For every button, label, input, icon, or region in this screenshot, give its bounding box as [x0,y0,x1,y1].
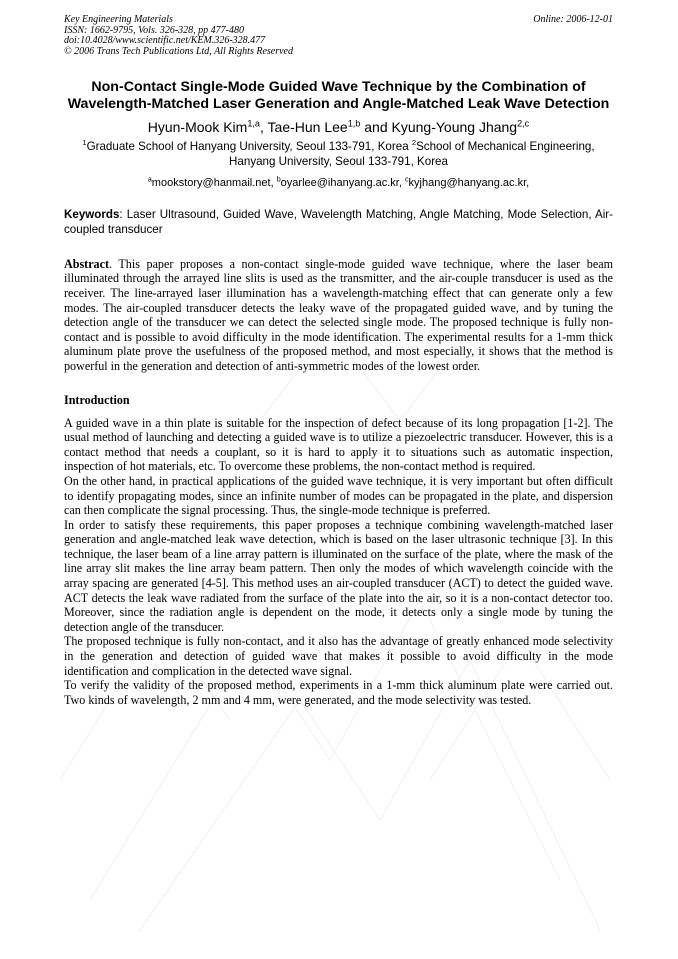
keywords-section [64,207,613,237]
email-address[interactable]: kyjhang@hanyang.ac.kr, [408,176,530,189]
issn-line: ISSN: 1662-9795, Vols. 326-328, pp 477-480 [64,24,244,36]
email-list [64,176,613,190]
section-heading-introduction: Introduction [64,392,130,407]
journal-header [64,15,613,57]
copyright-line: © 2006 Trans Tech Publications Ltd, All Rights Reserved [64,45,293,57]
author-name: Tae-Hun Lee [267,118,348,135]
abstract-text: . This paper proposes a non-contact single-mode guided wave technique, where the laser beam illuminated through the arrayed line slits is used as the transmitter, and the air-couple transducer is used as the receiver. The line-arrayed laser illumination has a wavelength-matching effect that can generate only a few modes. The air-coupled transducer detects the leaky wave of the propagated guided wave, and by tuning the detection angle of the transducer we can detect the selected single mode. The proposed technique is fully non-contact and is possible to avoid difficulty in the mode identification. The experimental results for a 1-mm thick aluminum plate prove the usefulness of the proposed method, and most especially, it shows that the method is powerful in the generation and detection of anti-symmetric modes of the lowest order. [64,256,613,373]
body-paragraph: The proposed technique is fully non-contact, and it also has the advantage of greatly enhanced mode selectivity in the generation and detection of guided wave that makes it possible to avoid difficulty in the mode identification and complication in the detected wave signal. [64,634,613,678]
affil-marker: 1 [82,137,87,147]
author-affil-marker: 2,c [517,118,530,129]
author-affil-marker: 1,a [247,118,260,129]
affiliation-2: School of Mechanical Engineering, Hanyang University, Seoul 133-791, Korea [229,139,595,169]
author-affil-marker: 1,b [347,118,361,129]
author-separator: , [260,118,268,135]
abstract-label: Abstract [64,256,110,271]
body-paragraph: On the other hand, in practical applications of the guided wave technique, it is very important but often difficult to identify propagating modes, since an infinite number of modes can be propagated in the plate, and dispersion can then complicate the signal processing. Thus, the single-mode technique is preferred. [64,473,613,518]
online-date: Online: 2006-12-01 [533,14,613,25]
author-list [64,118,613,136]
keywords-text: : Laser Ultrasound, Guided Wave, Wavelength Matching, Angle Matching, Mode Selection, Air-coupled transducer [64,207,613,236]
affiliation-1: Graduate School of Hanyang University, Seoul 133-791, Korea [86,139,412,153]
author-separator: and [360,118,392,135]
affiliations [64,139,613,170]
email-marker: b [276,175,281,184]
email-address[interactable]: oyarlee@ihanyang.ac.kr, [280,176,405,189]
email-marker: c [404,175,409,184]
body-paragraph: In order to satisfy these requirements, this paper proposes a technique combining wavelength-matched laser generation and angle-matched leak wave detection, which is based on the laser ultrasonic technique [3]. In this technique, the laser beam of a line array pattern is illuminated on the surface of the plate, where the mask of the line array slit makes the line array beam pattern. Then only the modes of which wavelength coincide with the array spacing are generated [4-5]. This method uses an air-coupled transducer (ACT) to detect the guided wave. ACT detects the leak wave radiated from the surface of the plate into the air, so it is a non-contact detector too. Moreover, since the radiation angle is dependent on the mode, it detects only a single mode by tuning the detection angle of the transducer. [64,517,613,634]
author-name: Hyun-Mook Kim [147,118,248,135]
keywords-label: Keywords [64,207,120,221]
doi-line[interactable]: doi:10.4028/www.scientific.net/KEM.326-328.477 [64,35,266,47]
affil-marker: 2 [411,137,417,147]
body-paragraph: A guided wave in a thin plate is suitable for the inspection of defect because of its long propagation [1-2]. The usual method of launching and detecting a guided wave is to utilize a piezoelectric transducer. However, this is a contact method that needs a couplant, so it is hard to apply it to situations such as automatic inspection, inspection of hot materials, etc. To overcome these problems, the non-contact method is required. [64,415,613,474]
email-marker: a [147,175,152,184]
paper-page [64,15,613,707]
body-paragraph: To verify the validity of the proposed method, experiments in a 1-mm thick aluminum plate were carried out. Two kinds of wavelength, 2 mm and 4 mm, were generated, and the mode selectivity was tested. [64,678,613,707]
journal-name: Key Engineering Materials [64,14,173,25]
author-name: Kyung-Young Jhang [391,118,518,135]
paper-title: Non-Contact Single-Mode Guided Wave Technique by the Combination of Wavelength-Matched Laser Generation and Angle-Matched Leak Wave Detection [67,79,610,113]
email-address[interactable]: mookstory@hanmail.net, [151,176,277,189]
abstract-section [64,257,613,374]
